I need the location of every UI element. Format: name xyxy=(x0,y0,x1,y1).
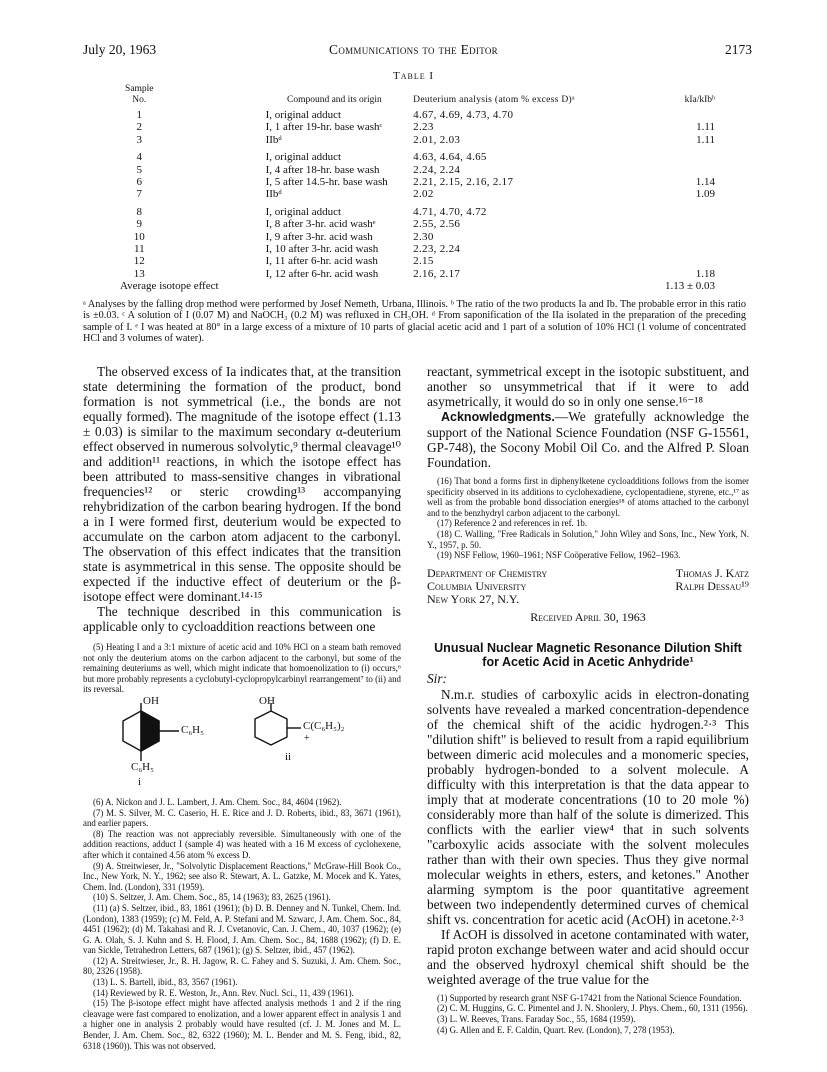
author-1: Thomas J. Katz xyxy=(675,565,749,580)
footnote: (9) A. Streitwieser, Jr., "Solvolytic Displacement Reactions," McGraw-Hill Book Co., Inc., New York, N. Y., 1962; see also R. Stewart, A. L. Gatzke, M. Mocek and K. Yates, Chem. Ind. (London), 331 (1959). xyxy=(83,860,401,892)
cell-compound: I, 9 after 3-hr. acid wash xyxy=(265,230,373,243)
footnote: (2) C. M. Huggins, G. C. Pimentel and J. N. Shoolery, J. Phys. Chem., 60, 1311 (1956). xyxy=(437,1003,748,1014)
cell-ratio xyxy=(610,255,715,267)
cell-compound: I, 8 after 3-hr. acid washᵉ xyxy=(265,218,376,231)
footnote-5-block xyxy=(83,642,401,695)
address-univ: Columbia University xyxy=(427,578,527,593)
footnote: (8) The reaction was not appreciably reversible. Simultaneously with one of the addition reactions, adduct I (sample 4) was heated with a 16 M excess of cyclohexene, after which it contained 4.56 atom % excess D. xyxy=(83,828,401,860)
cell-ratio: 1.11 xyxy=(696,133,715,146)
footnote: (16) That bond a forms first in diphenylketene cycloadditions follows from the isomer specificity observed in its additions to cyclohexadiene, cyclopentadiene, styrene, etc.,¹⁷ as well as from the probable bond dissociation energies¹⁸ of atoms attached to the carbonyl and to the benzhydryl carbon adjacent to the carbonyl. xyxy=(427,476,749,518)
right-column xyxy=(427,364,749,1035)
struct-i-phenyl-a: C₆H₅ xyxy=(181,723,204,736)
cell-ratio xyxy=(610,201,715,218)
table-row xyxy=(120,218,715,230)
cell-ratio xyxy=(610,218,715,230)
cell-sample-no: 10 xyxy=(133,230,145,243)
acknowledgments xyxy=(427,409,749,470)
table-row xyxy=(120,243,715,255)
table-row xyxy=(120,231,715,243)
cell-sample-no: 4 xyxy=(136,151,143,164)
paragraph-discussion: The observed excess of Ia indicates that, at the transition state determining the formation of the product, bond formation is not symmetrical (i.e., the bonds are not equally formed). The magnitude of the isotope effect (1.13 ± 0.03) is similar to the maximum secondary α-deuterium effect observed in numerous solvolytic,⁹ thermal cleavage¹⁰ and addition¹¹ reactions, in which the isotope effect has been attributed to mass-sensitive changes in vibrational frequencies¹² or steric crowding¹³ accompanying rehybridization of the carbon bearing hydrogen. If the bond a in I were formed first, deuterium would be expected to accumulate on the carbon atom adjacent to the carbonyl. The observation of this effect indicates that the transition state is asymmetrical in this sense. The opposite should be expected if the inductive effect of deuterium or the β-isotope effect were dominant.¹⁴·¹⁵ xyxy=(83,364,401,604)
cell-ratio: 1.14 xyxy=(695,176,715,189)
data-table xyxy=(120,84,715,293)
col-header-compound: Compound and its origin xyxy=(286,95,382,105)
cell-deuterium: 4.67, 4.69, 4.73, 4.70 xyxy=(413,109,514,121)
footnote-5: (5) Heating I and a 3:1 mixture of acetic acid and 10% HCl on a steam bath removed not only the deuterium atoms on the carbon adjacent to the carbonyl, but some of the remaining deuteriums as well, which might indicate that homoenolization to (i) occurs,⁶ but more probably represents a cyclobutyl-cyclopropylcarbinyl rearrangement⁷ to (ii) and its reversal. xyxy=(83,642,401,695)
table-row xyxy=(120,255,715,267)
cell-sample-no: 9 xyxy=(136,218,143,231)
cell-compound: I, original adduct xyxy=(265,109,342,121)
table-row xyxy=(120,146,715,163)
cell-sample-no: 3 xyxy=(136,133,143,146)
header-section: Communications to the Editor xyxy=(329,42,498,57)
cell-sample-no: 11 xyxy=(133,243,145,256)
col-header-deuterium: Deuterium analysis (atom % excess D)ᵃ xyxy=(413,95,575,105)
table-row xyxy=(120,134,715,146)
struct-ii-oh: OH xyxy=(259,694,275,707)
footnote: (3) L. W. Reeves, Trans. Faraday Soc., 55, 1684 (1959). xyxy=(437,1013,636,1024)
struct-ii-plus: + xyxy=(304,732,310,744)
footnote: (14) Reviewed by R. E. Weston, Jr., Ann. Rev. Nucl. Sci., 11, 439 (1961). xyxy=(93,987,354,998)
footnote: (12) A. Streitwieser, Jr., R. H. Jagow, R. C. Fahey and S. Suzuki, J. Am. Chem. Soc., 80, 2326 (1958). xyxy=(83,955,401,977)
table-average-row xyxy=(120,280,715,292)
cell-ratio xyxy=(610,146,715,163)
table-row xyxy=(120,164,715,176)
table-row xyxy=(120,188,715,200)
cell-sample-no: 8 xyxy=(136,205,143,218)
footnote: (19) NSF Fellow, 1960–1961; NSF Coöperative Fellow, 1962–1963. xyxy=(437,550,681,561)
acknowledgments-text: —We gratefully acknowledge the support of the National Science Foundation (NSF G-15561, GP-748), the Socony Mobil Oil Co. and the Alfred P. Sloan Foundation. xyxy=(427,409,749,470)
author-2: Ralph Dessau¹⁹ xyxy=(675,578,749,593)
acknowledgments-label: Acknowledgments. xyxy=(441,410,555,424)
table-body xyxy=(120,109,715,293)
left-column xyxy=(83,364,401,1051)
cell-compound: I, 5 after 14.5-hr. base wash xyxy=(265,176,388,189)
cell-sample-no: 12 xyxy=(133,255,145,268)
table-title: Table I xyxy=(392,70,435,82)
address-row-2 xyxy=(427,580,749,593)
average-spacer xyxy=(403,280,610,292)
cell-deuterium: 2.30 xyxy=(413,230,434,243)
paragraph-continued: reactant, symmetrical except in the isotopic substituent, and another so unsymmetrical that if it were to add asymetrically, it would do so in only one sense.¹⁶⁻¹⁸ xyxy=(427,364,749,409)
footnote: (1) Supported by research grant NSF G-17421 from the National Science Foundation. xyxy=(437,992,742,1003)
article-title: Unusual Nuclear Magnetic Resonance Dilution Shift for Acetic Acid in Acetic Anhydride¹ xyxy=(434,640,742,669)
table-row xyxy=(120,121,715,133)
chemical-structures xyxy=(83,694,401,791)
table-row xyxy=(120,268,715,280)
cell-deuterium: 2.23, 2.24 xyxy=(413,243,461,256)
average-value: 1.13 ± 0.03 xyxy=(664,280,715,293)
col-header-sample: Sample No. xyxy=(125,84,154,105)
article-footnotes xyxy=(427,993,749,1035)
cell-compound: I, 1 after 19-hr. base washᶜ xyxy=(265,121,383,134)
footnote: (4) G. Allen and E. F. Caldin, Quart. Rev. (London), 7, 278 (1953). xyxy=(437,1024,675,1035)
cell-ratio xyxy=(610,109,715,121)
table-row xyxy=(120,201,715,218)
cell-compound: I, 12 after 6-hr. acid wash xyxy=(265,267,379,280)
cell-ratio xyxy=(610,164,715,176)
footnote: (17) Reference 2 and references in ref. 1b. xyxy=(437,518,588,529)
header-date: July 20, 1963 xyxy=(83,42,157,57)
cell-deuterium: 2.21, 2.15, 2.16, 2.17 xyxy=(413,176,514,189)
cell-compound: IIbᵈ xyxy=(265,188,282,201)
cell-deuterium: 4.71, 4.70, 4.72 xyxy=(413,205,487,218)
cell-deuterium: 2.01, 2.03 xyxy=(413,133,461,146)
table-row xyxy=(120,176,715,188)
received-date: Received April 30, 1963 xyxy=(530,609,646,624)
col-header-ratio: kIa/kIbᵇ xyxy=(684,95,715,105)
table-notes: ᵃ Analyses by the falling drop method were performed by Josef Nemeth, Urbana, Illinois. ᵇ The ratio of the two products Ia and Ib. The probable error in this ratio is ±0.03. ᶜ A solution of I (0.07 M) and NaOCH₃ (0.2 M) was refluxed in CH₃OH. ᵈ From saponification of the IIa isolated in the preparation of the preceding sample of I. ᵉ I was heated at 80° in a large excess of a mixture of 10 parts of glacial acetic acid and 1 part of a solution of 10% HCl (1 volume of concentrated HCl and 3 volumes of water). xyxy=(83,299,746,345)
struct-ii-label: ii xyxy=(285,750,292,763)
cell-sample-no: 1 xyxy=(136,109,143,121)
address-row-1 xyxy=(427,567,749,580)
cell-deuterium: 4.63, 4.64, 4.65 xyxy=(413,151,487,164)
average-label: Average isotope effect xyxy=(120,280,219,293)
paragraph-technique: The technique described in this communication is applicable only to cycloaddition reactions between one xyxy=(83,604,401,634)
cell-ratio xyxy=(610,243,715,255)
footnote: (13) L. S. Bartell, ibid., 83, 3567 (1961). xyxy=(93,977,238,988)
footnote: (15) The β-isotope effect might have affected analysis methods 1 and 2 if the ring cleavage were fast compared to enolization, and a lower apparent effect in analysis 1 and a higher one in analysis 2 probably would have resulted (cf. J. M. Jones and M. L. Bender, J. Am. Chem. Soc., 82, 6322 (1960); M. L. Bender and M. S. Feng, ibid., 82, 6318 (1960)). This was not observed. xyxy=(83,998,401,1051)
cell-sample-no: 6 xyxy=(136,176,143,189)
paragraph-nmr: N.m.r. studies of carboxylic acids in electron-donating solvents have revealed a marked concentration-dependence of the chemical shift of the acidic hydrogen.²·³ This "dilution shift" is believed to result from a rapid equilibrium between dimeric acid molecules and a monomeric species, probably hydrogen-bonded to a solvent molecule. A difficulty with this interpretation is that the data appear to imply that at moderate concentrations (10 to 20 mole %) considerably more than half of the solute is dimerized. This conflicts with the earlier view⁴ that in such solvents "carboxylic acids associate with the solvent molecules rather than with their own species. Thus they give normal molecular weights in ethers, esters, and ketones." Another alarming symptom is the poor quantitative agreement between two independently determined curves of chemical shift vs. concentration for acetic acid (AcOH) in acetone.²·³ xyxy=(427,686,749,927)
cell-compound: I, 11 after 6-hr. acid wash xyxy=(265,255,378,268)
cell-deuterium: 2.23 xyxy=(413,121,434,134)
cell-ratio: 1.18 xyxy=(695,267,715,280)
struct-i-oh: OH xyxy=(143,694,159,707)
cell-sample-no: 13 xyxy=(133,267,145,280)
footnote: (18) C. Walling, "Free Radicals in Solution," John Wiley and Sons, Inc., New York, N. Y., 1957, p. 50. xyxy=(427,528,749,550)
address-dept: Department of Chemistry xyxy=(427,565,548,580)
table-header-row xyxy=(120,84,715,109)
address-city: New York 27, N.Y. xyxy=(427,591,519,606)
cell-compound: I, original adduct xyxy=(265,151,342,164)
table-row xyxy=(120,109,715,121)
cell-compound: I, 4 after 18-hr. base wash xyxy=(265,163,380,176)
right-footnotes xyxy=(427,476,749,561)
cell-deuterium: 2.55, 2.56 xyxy=(413,218,461,231)
struct-ii-substituent: C(C₆H₅)₂ xyxy=(303,719,345,732)
cell-ratio: 1.11 xyxy=(696,121,715,134)
cell-sample-no: 5 xyxy=(136,163,143,176)
cell-sample-no: 2 xyxy=(136,121,143,134)
structures-drawing xyxy=(83,699,401,791)
cell-compound: IIbᵈ xyxy=(265,133,282,146)
struct-i-phenyl-b: C₆H₅ xyxy=(131,760,154,773)
struct-i-label: i xyxy=(138,775,142,788)
footnote: (7) M. S. Silver, M. C. Caserio, H. E. Rice and J. D. Roberts, ibid., 83, 3671 (1961), and earlier papers. xyxy=(83,807,401,829)
cell-deuterium: 2.16, 2.17 xyxy=(413,267,461,280)
cell-compound: I, 10 after 3-hr. acid wash xyxy=(265,243,379,256)
cell-deuterium: 2.24, 2.24 xyxy=(413,163,461,176)
cell-ratio xyxy=(610,231,715,243)
cell-compound: I, original adduct xyxy=(265,205,342,218)
footnote: (11) (a) S. Seltzer, ibid., 83, 1861 (1961); (b) D. B. Denney and N. Tunkel, Chem. Ind. (London), 1383 (1959); (c) M. Feld, A. P. Stefani and M. Szwarc, J. Am. Chem. Soc., 84, 4451 (1962); (d) M. Takahasi and R. J. Cvetanovic, Can. J. Chem., 40, 1037 (1962); (e) G. A. Olah, S. J. Kuhn and S. H. Flood, J. Am. Chem. Soc., 84, 1688 (1962); (f) D. E. van Sickle, Tetrahedron Letters, 687 (1961); (g) S. Seltzer, ibid., 457 (1962). xyxy=(83,902,401,956)
cell-deuterium: 2.02 xyxy=(413,188,434,201)
paragraph-acoh: If AcOH is dissolved in acetone contaminated with water, rapid proton exchange between water and acid should occur and the observed hydroxyl chemical shift should be the weighted average of the true value for the xyxy=(427,926,749,987)
page-number: 2173 xyxy=(725,42,752,57)
footnote: (10) S. Seltzer, J. Am. Chem. Soc., 85, 14 (1963); 83, 2625 (1961). xyxy=(93,892,331,903)
footnote: (6) A. Nickon and J. L. Lambert, J. Am. Chem. Soc., 84, 4604 (1962). xyxy=(93,796,342,807)
salutation: Sir: xyxy=(427,670,447,686)
cell-ratio: 1.09 xyxy=(695,188,715,201)
left-footnotes xyxy=(83,797,401,1051)
cell-sample-no: 7 xyxy=(136,188,143,201)
author-address xyxy=(427,567,749,606)
cell-deuterium: 2.15 xyxy=(413,255,434,268)
